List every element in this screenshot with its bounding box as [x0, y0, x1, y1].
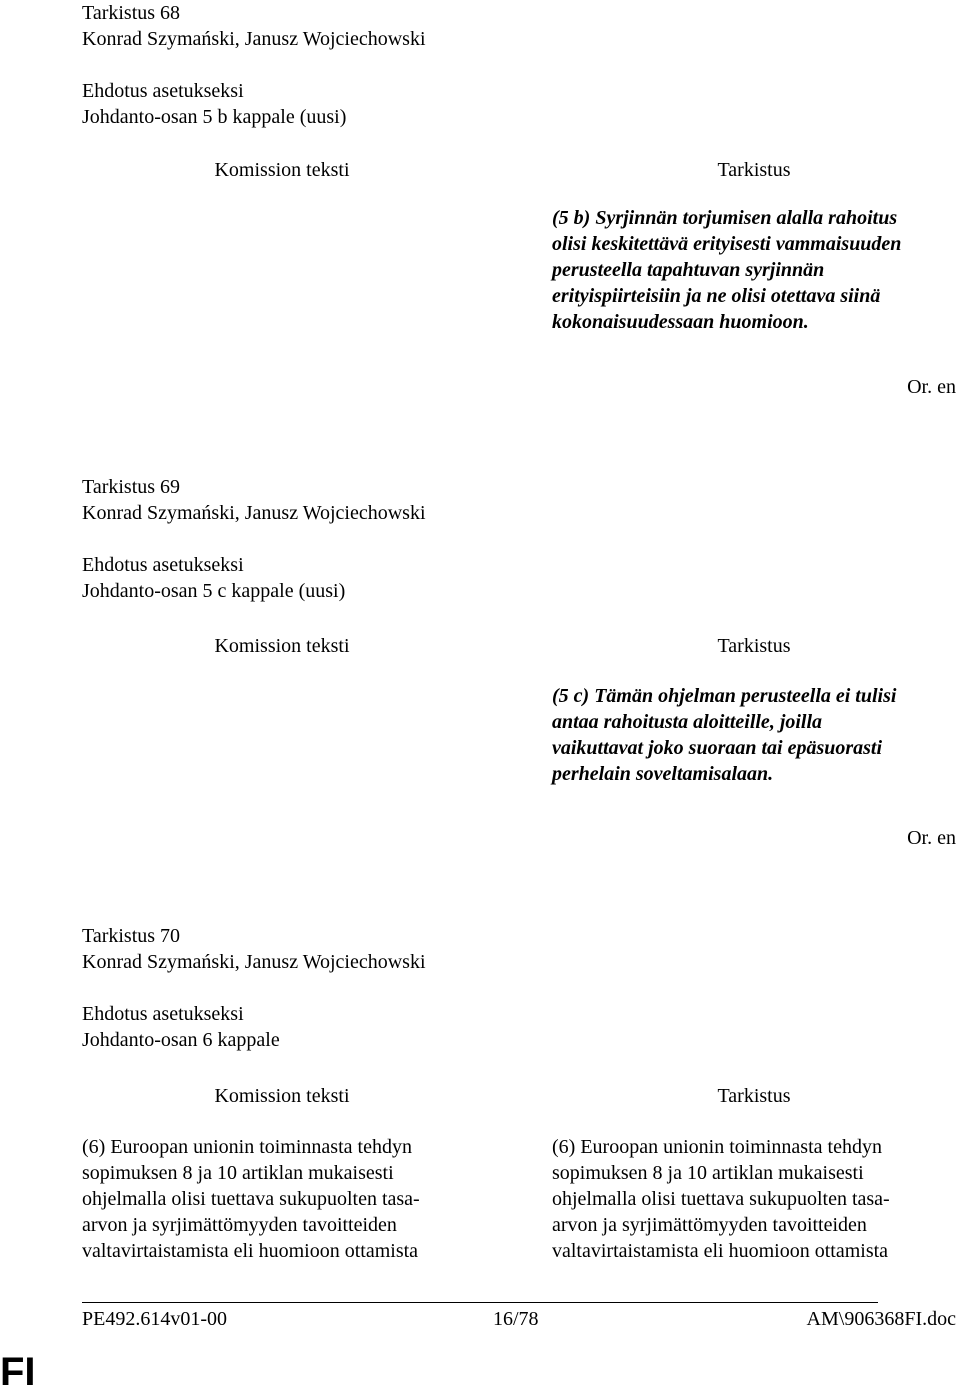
- text-line: ohjelmalla olisi tuettava sukupuolten tasa-: [82, 1188, 420, 1210]
- footer-file-name: AM\906368FI.doc: [806, 1308, 956, 1330]
- amendment-70-header: [82, 923, 882, 1053]
- column-head-commission-text: Komission teksti: [214, 635, 350, 657]
- amendment-reference: Johdanto-osan 6 kappale: [82, 1029, 280, 1051]
- text-line: arvon ja syrjimättömyyden tavoitteiden: [552, 1214, 867, 1236]
- text-line: (6) Euroopan unionin toiminnasta tehdyn: [552, 1136, 882, 1158]
- commission-text-70: [82, 1134, 420, 1264]
- text-line: sopimuksen 8 ja 10 artiklan mukaisesti: [552, 1162, 864, 1184]
- text-line: valtavirtaistamista eli huomioon ottamista: [82, 1240, 419, 1262]
- amendment-text-68: [552, 205, 901, 335]
- text-line: olisi keskitettävä erityisesti vammaisuuden: [552, 233, 902, 255]
- text-line: perusteella tapahtuvan syrjinnän: [552, 259, 825, 281]
- text-line: valtavirtaistamista eli huomioon ottamista: [552, 1240, 889, 1262]
- column-head-commission-text: Komission teksti: [214, 1085, 350, 1107]
- column-head-amendment: Tarkistus: [717, 159, 791, 181]
- text-line: perhelain soveltamisalaan.: [552, 763, 774, 785]
- amendment-authors: Konrad Szymański, Janusz Wojciechowski: [82, 28, 426, 50]
- amendment-title: Tarkistus 69: [82, 476, 181, 498]
- amendment-reference: Johdanto-osan 5 b kappale (uusi): [82, 106, 347, 128]
- text-line: antaa rahoitusta aloitteille, joilla: [552, 711, 823, 733]
- footer-doc-ref: PE492.614v01-00: [82, 1308, 227, 1330]
- amendment-69-header: [82, 474, 882, 604]
- text-line: erityispiirteisiin ja ne olisi otettava siinä: [552, 285, 881, 307]
- footer-rule: [82, 1302, 878, 1303]
- text-line: vaikuttavat joko suoraan tai epäsuorasti: [552, 737, 883, 759]
- original-language: Or. en: [907, 827, 956, 849]
- amendment-title: Tarkistus 68: [82, 2, 181, 24]
- text-line: (6) Euroopan unionin toiminnasta tehdyn: [82, 1136, 412, 1158]
- amendment-68-header: [82, 0, 882, 130]
- amendment-reference: Johdanto-osan 5 c kappale (uusi): [82, 580, 346, 602]
- column-head-amendment: Tarkistus: [717, 1085, 791, 1107]
- amendment-authors: Konrad Szymański, Janusz Wojciechowski: [82, 951, 426, 973]
- language-code: FI: [0, 1350, 36, 1394]
- amendment-text-69: [552, 683, 896, 787]
- proposal-label: Ehdotus asetukseksi: [82, 80, 244, 102]
- column-head-commission-text: Komission teksti: [214, 159, 350, 181]
- text-line: sopimuksen 8 ja 10 artiklan mukaisesti: [82, 1162, 394, 1184]
- text-line: ohjelmalla olisi tuettava sukupuolten tasa-: [552, 1188, 890, 1210]
- text-line: arvon ja syrjimättömyyden tavoitteiden: [82, 1214, 397, 1236]
- text-line: (5 b) Syrjinnän torjumisen alalla rahoitus: [552, 207, 898, 229]
- amendment-title: Tarkistus 70: [82, 925, 181, 947]
- amendment-text-70: [552, 1134, 890, 1264]
- proposal-label: Ehdotus asetukseksi: [82, 1003, 244, 1025]
- text-line: (5 c) Tämän ohjelman perusteella ei tulisi: [552, 685, 897, 707]
- proposal-label: Ehdotus asetukseksi: [82, 554, 244, 576]
- footer-page-number: 16/78: [493, 1308, 539, 1330]
- text-line: kokonaisuudessaan huomioon.: [552, 311, 809, 333]
- original-language: Or. en: [907, 376, 956, 398]
- amendment-authors: Konrad Szymański, Janusz Wojciechowski: [82, 502, 426, 524]
- column-head-amendment: Tarkistus: [717, 635, 791, 657]
